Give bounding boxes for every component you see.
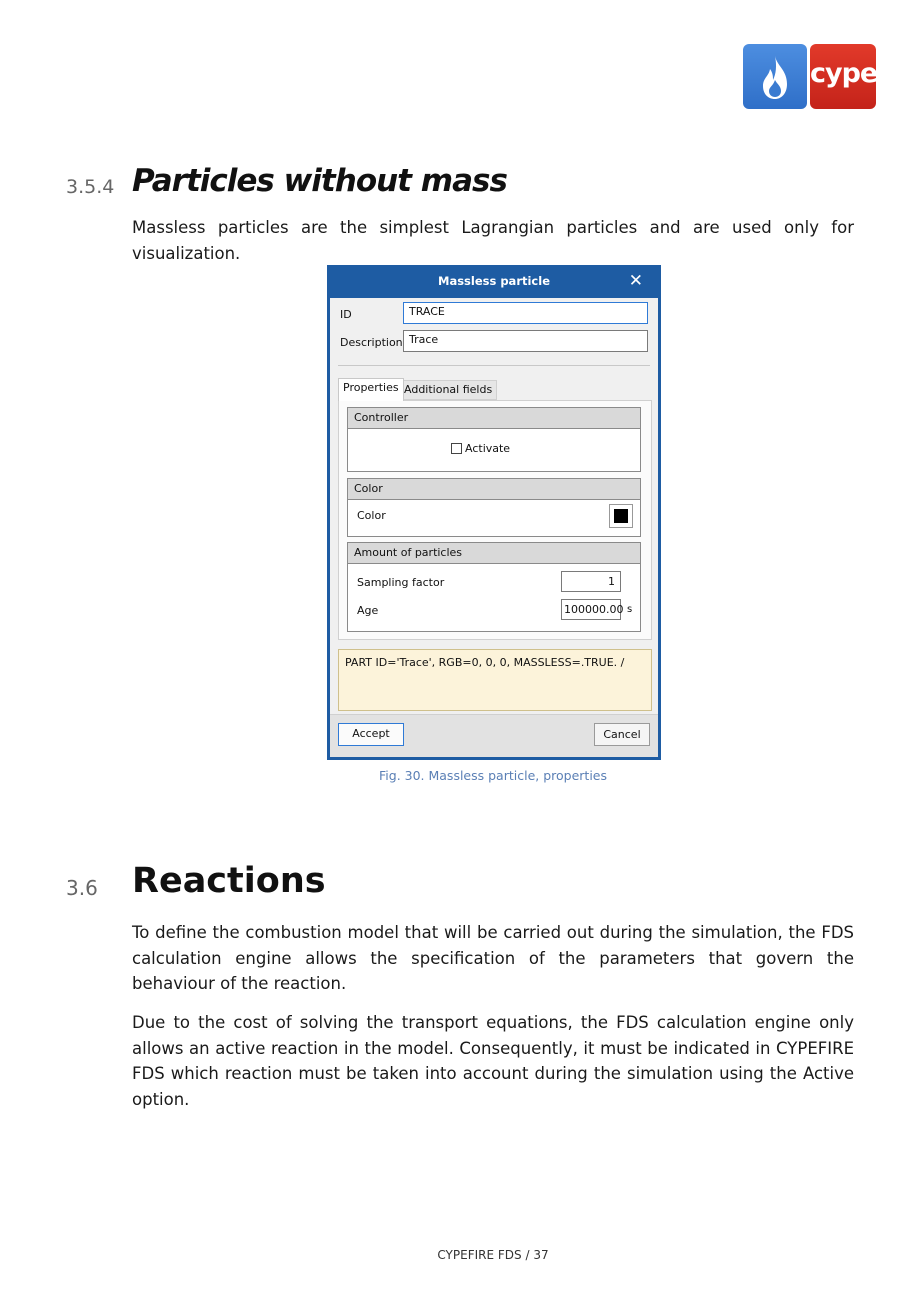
activate-label: Activate bbox=[465, 442, 511, 455]
color-swatch bbox=[614, 509, 628, 523]
controller-group bbox=[347, 407, 641, 472]
age-label: Age bbox=[357, 604, 379, 617]
section-body: Massless particles are the simplest Lagrangian particles and are used only for visualization. bbox=[132, 218, 854, 263]
dialog-body bbox=[330, 298, 658, 757]
accept-button[interactable]: Accept bbox=[338, 723, 404, 746]
tab-additional-fields[interactable]: Additional fields bbox=[399, 380, 497, 400]
sampling-factor-label: Sampling factor bbox=[357, 576, 445, 589]
color-picker-button[interactable] bbox=[609, 504, 633, 528]
section-number: 3.5.4 bbox=[66, 176, 115, 198]
tab-properties[interactable]: Properties bbox=[338, 378, 404, 401]
divider bbox=[338, 365, 650, 366]
sampling-factor-input[interactable]: 1 bbox=[561, 571, 621, 592]
description-label: Description bbox=[340, 336, 403, 349]
figure-caption: Fig. 30. Massless particle, properties bbox=[379, 768, 607, 783]
cancel-button[interactable]: Cancel bbox=[594, 723, 650, 746]
properties-panel bbox=[338, 400, 652, 640]
id-label: ID bbox=[340, 308, 352, 321]
section-number: 3.6 bbox=[66, 876, 98, 900]
color-label: Color bbox=[357, 509, 386, 522]
massless-particle-dialog bbox=[327, 265, 661, 760]
section-title: Reactions bbox=[132, 861, 326, 901]
amount-group bbox=[347, 542, 641, 632]
close-icon[interactable]: ✕ bbox=[628, 271, 643, 291]
activate-checkbox[interactable] bbox=[451, 443, 462, 454]
color-group bbox=[347, 478, 641, 537]
page-footer: CYPEFIRE FDS / 37 bbox=[437, 1248, 549, 1262]
paragraph: To define the combustion model that will be carried out during the simulation, the FDS calculation engine allows the specification of the parameters that govern the behaviour of the reaction. bbox=[132, 923, 854, 993]
flame-icon bbox=[743, 44, 807, 109]
age-input[interactable]: 100000.00 bbox=[561, 599, 621, 620]
dialog-footer bbox=[330, 714, 658, 757]
fds-code-preview: PART ID='Trace', RGB=0, 0, 0, MASSLESS=.TRUE. / bbox=[338, 649, 652, 711]
controller-header: Controller bbox=[348, 408, 640, 429]
id-input[interactable]: TRACE bbox=[403, 302, 648, 324]
section-title: Particles without mass bbox=[132, 163, 507, 199]
age-unit: s bbox=[627, 604, 633, 615]
cype-logo bbox=[743, 44, 876, 109]
cype-wordmark: cype bbox=[810, 44, 876, 109]
color-header: Color bbox=[348, 479, 640, 500]
paragraph: Due to the cost of solving the transport equations, the FDS calculation engine only allows an active reaction in the model. Consequently, it must be indicated in CYPEFIRE FDS which reaction must be taken into account during the simulation using the Active option. bbox=[132, 1013, 854, 1109]
dialog-title: Massless particle bbox=[438, 274, 550, 288]
description-input[interactable]: Trace bbox=[403, 330, 648, 352]
amount-header: Amount of particles bbox=[348, 543, 640, 564]
